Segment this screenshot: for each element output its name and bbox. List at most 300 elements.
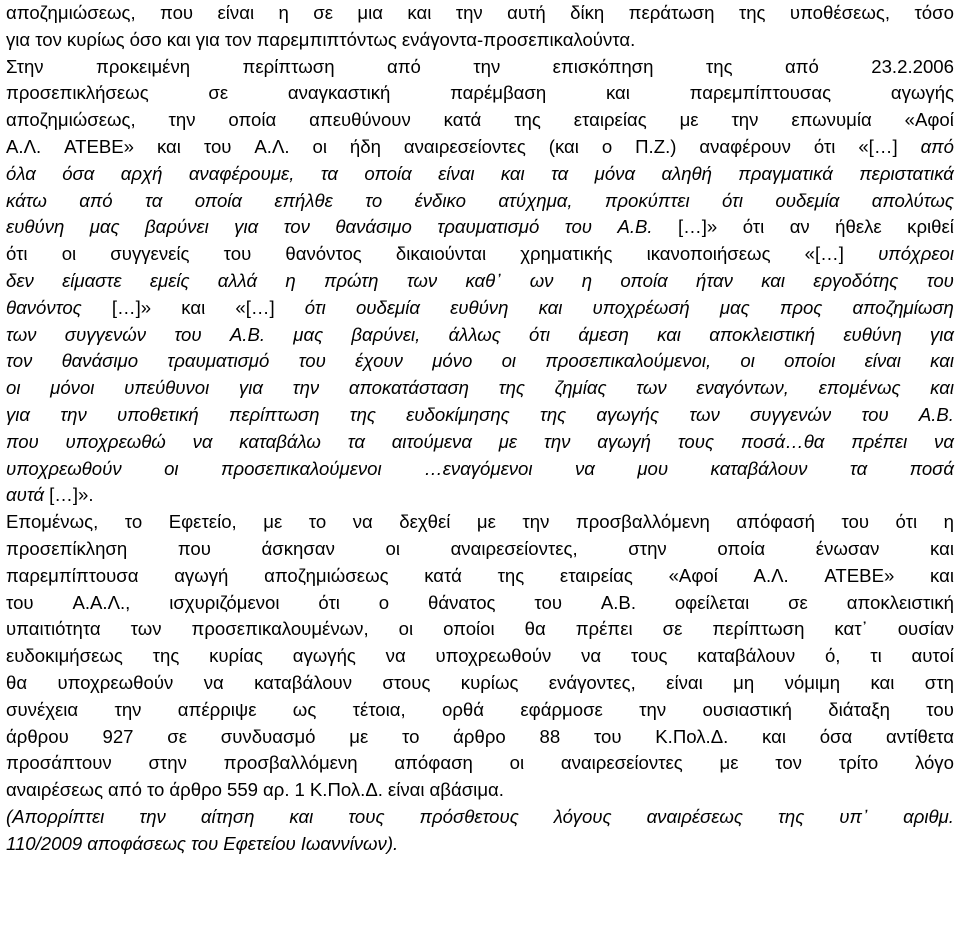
text-word: αβάσιμα. <box>429 779 504 801</box>
text-word: αναγκαστική <box>287 82 391 104</box>
text-line <box>6 54 954 81</box>
text-word: την <box>455 2 483 23</box>
text-word: τέτοια, <box>352 698 406 720</box>
text-word: ενάγοντες, <box>548 671 636 693</box>
text-word: (Απορρίπτει <box>6 805 105 827</box>
text-word: και <box>930 564 954 586</box>
text-word: τον <box>283 216 310 238</box>
text-word: περάτωση <box>628 2 715 23</box>
text-word: κατά <box>424 564 462 586</box>
text-word: σε <box>208 82 229 104</box>
text-word: ό, <box>824 645 841 667</box>
text-word: όσα <box>62 162 95 184</box>
text-word: του <box>841 511 870 533</box>
text-word: υπεύθυνοι <box>124 377 210 399</box>
text-word: […]» <box>111 296 152 318</box>
text-word: το <box>365 189 383 211</box>
text-word: τραυματισμό <box>437 216 540 238</box>
text-word: και <box>538 296 563 318</box>
text-word: αποζημίωση <box>852 296 954 318</box>
text-word: εταιρείας <box>559 564 633 586</box>
text-word: μας <box>719 296 750 318</box>
text-word: Α.Β. <box>600 591 636 613</box>
text-line <box>6 563 954 590</box>
text-line <box>6 777 954 804</box>
text-word: του <box>223 243 252 265</box>
text-word: και <box>761 269 786 291</box>
text-word: δικαιούνται <box>395 243 487 265</box>
text-word: τρίτο <box>838 752 879 774</box>
text-word: Α.Α.Λ., <box>72 591 131 613</box>
text-word: ισχυριζόμενοι <box>169 591 280 613</box>
text-word: συγγενείς <box>110 243 190 265</box>
text-word: τα <box>347 430 365 452</box>
text-word: να <box>192 430 213 452</box>
text-word: «[…] <box>858 135 898 157</box>
text-word: την <box>543 430 571 452</box>
document-page <box>6 0 954 858</box>
text-line <box>6 509 954 536</box>
text-word: να <box>352 511 373 533</box>
text-word: Α.Β. <box>229 323 266 345</box>
text-word: μόνοι <box>50 377 95 399</box>
text-word: από <box>784 55 819 77</box>
text-word: εταιρείας <box>573 109 647 131</box>
text-word: ότι <box>529 323 551 345</box>
text-word: ότι <box>742 216 765 238</box>
text-word: ορθά <box>442 698 485 720</box>
text-line <box>6 536 954 563</box>
text-word: 110/2009 <box>6 832 83 854</box>
text-word: Α.Λ. <box>254 135 290 157</box>
text-word: και <box>930 377 954 399</box>
text-line <box>6 161 954 188</box>
text-word: […]». <box>49 484 94 506</box>
text-word: προκύπτει <box>604 189 690 211</box>
text-word: ότι <box>895 511 918 533</box>
text-word: αίτηση <box>200 805 255 827</box>
text-word: Α.Β. <box>918 403 954 425</box>
text-line <box>6 188 954 215</box>
text-line <box>6 429 954 456</box>
text-word: αποκλειστική <box>846 591 954 613</box>
text-word: διάταξη <box>828 698 890 720</box>
text-word: Α.Λ. <box>6 135 42 157</box>
text-word: το <box>124 511 143 533</box>
text-word: η <box>581 269 593 291</box>
text-word: από <box>920 135 954 157</box>
text-word: «[…] <box>235 296 275 318</box>
text-word: για <box>195 28 220 50</box>
text-word: Κ.Πολ.Δ. <box>655 725 729 747</box>
text-word: και <box>605 82 630 104</box>
text-word: του <box>190 832 219 854</box>
text-word: περίπτωση <box>228 403 320 425</box>
text-word: θανάσιμο <box>61 350 139 372</box>
text-word: ευθύνη <box>6 216 65 238</box>
text-word: το <box>308 511 327 533</box>
text-word: μόνα <box>594 162 636 184</box>
text-word: αποφάσεως <box>87 832 186 854</box>
text-word: να <box>934 430 954 452</box>
text-word: για <box>6 28 31 50</box>
text-word: αποζημιώσεως, <box>6 2 136 23</box>
text-word: και <box>407 2 432 23</box>
text-word: «Αφοί <box>904 109 954 131</box>
text-word: αποκλειστική <box>709 323 816 345</box>
text-word: αυτά <box>6 484 45 506</box>
text-word: προσάπτουν <box>6 752 112 774</box>
text-word: σε <box>167 725 188 747</box>
text-word: αληθή <box>661 162 712 184</box>
text-word: τον <box>35 28 62 50</box>
text-word: «Αφοί <box>668 564 718 586</box>
text-word: σε <box>313 2 333 23</box>
text-word: τους <box>348 805 385 827</box>
text-word: επισκόπηση <box>552 55 654 77</box>
text-word: τα <box>320 162 339 184</box>
text-word: αποζημιώσεως, <box>6 109 136 131</box>
text-word: οι <box>509 752 525 774</box>
text-word: ως <box>292 698 317 720</box>
text-word: του <box>926 698 954 720</box>
text-word: ενάγοντα-προσεπικαλούντα. <box>401 28 636 50</box>
text-word: ΑΤΕΒΕ» <box>824 564 895 586</box>
text-word: παρέμβαση <box>450 82 547 104</box>
text-word: του <box>203 135 232 157</box>
text-word: οποίοι <box>443 618 495 640</box>
text-word: δεχθεί <box>399 511 451 533</box>
text-word: άμεση <box>578 323 629 345</box>
text-word: Ιωαννίνων). <box>300 832 399 854</box>
text-word: του <box>861 403 889 425</box>
text-word: Εφετείο, <box>168 511 237 533</box>
text-word: αποκατάσταση <box>348 377 469 399</box>
text-word: 927 <box>102 725 134 747</box>
text-word: αναιρεσείοντες, <box>450 537 578 559</box>
text-word: το <box>402 725 420 747</box>
text-word: αυτοί <box>911 645 954 667</box>
text-word: ότι <box>6 243 28 265</box>
text-line <box>6 107 954 134</box>
text-word: κάτω <box>6 189 47 211</box>
text-word: μας <box>293 323 324 345</box>
text-word: Εφετείου <box>223 832 296 854</box>
text-word: υποχρεωθούν <box>435 645 552 667</box>
text-line <box>6 27 954 54</box>
text-line <box>6 804 954 831</box>
text-line <box>6 670 954 697</box>
text-line <box>6 697 954 724</box>
text-word: είμαστε <box>62 269 122 291</box>
text-word: ευθύνη <box>843 323 902 345</box>
text-word: της <box>539 403 567 425</box>
text-word: ικανοποιήσεως <box>646 243 771 265</box>
text-word: οφείλεται <box>674 591 750 613</box>
text-word: παρεμπιπτόντως <box>256 28 397 50</box>
text-word: υποχρεωθούν <box>57 671 174 693</box>
text-word: της <box>514 109 541 131</box>
text-word: ένδικο <box>414 189 466 211</box>
text-word: από <box>386 55 421 77</box>
text-word: είναι <box>666 671 703 693</box>
text-word: της <box>349 403 376 425</box>
text-word: οι <box>740 350 755 372</box>
text-word: την <box>522 511 550 533</box>
text-word: πρέπει <box>575 618 633 640</box>
text-word: αιτούμενα <box>391 430 472 452</box>
text-word: χρηματικής <box>520 243 613 265</box>
text-word: εφάρμοσε <box>520 698 603 720</box>
text-word: 88 <box>539 725 561 747</box>
text-word: υπ᾽ <box>839 805 869 827</box>
text-word: υποχρεωθούν <box>6 457 122 479</box>
text-word: του <box>564 216 593 238</box>
text-line <box>6 80 954 107</box>
text-word: την <box>473 55 501 77</box>
text-word: θα <box>524 618 546 640</box>
text-word: και <box>500 162 525 184</box>
text-line <box>6 482 954 509</box>
text-word: να <box>581 645 602 667</box>
text-word: την <box>139 805 166 827</box>
text-word: άρθρο <box>453 725 506 747</box>
text-word: δίκη <box>570 2 605 23</box>
text-word: σε <box>788 591 808 613</box>
text-word: εμείς <box>149 269 190 291</box>
text-word: άρθρο <box>169 779 222 801</box>
text-word: στη <box>924 671 954 693</box>
text-word: κατ᾽ <box>834 618 868 640</box>
text-word: του <box>593 725 622 747</box>
text-word: αναφέρουν <box>699 135 791 157</box>
text-word: 23.2.2006 <box>871 55 954 77</box>
text-word: υποθετική <box>116 403 199 425</box>
text-word: των <box>6 323 37 345</box>
text-word: την <box>639 698 667 720</box>
text-word: που <box>160 2 194 23</box>
text-word: ότι <box>304 296 326 318</box>
text-word: όσα <box>819 725 853 747</box>
text-word: Επομένως, <box>6 511 99 533</box>
text-word: της <box>705 55 733 77</box>
text-word: την <box>292 377 320 399</box>
text-word: οι <box>398 618 414 640</box>
text-word: επομένως <box>818 377 901 399</box>
text-word: αναφέρουμε, <box>188 162 295 184</box>
text-word: θανόντος <box>285 243 362 265</box>
text-word: ότι <box>318 591 340 613</box>
text-word: προς <box>779 296 823 318</box>
text-word: παρεμπίπτουσα <box>6 564 139 586</box>
text-word: άλλως <box>448 323 501 345</box>
text-word: αναιρέσεως <box>646 805 743 827</box>
text-word: και <box>870 671 895 693</box>
text-word: να <box>385 645 406 667</box>
text-word: της <box>498 377 525 399</box>
text-line <box>6 134 954 161</box>
text-word: των <box>406 269 438 291</box>
text-word: και <box>657 323 681 345</box>
text-word: την <box>114 698 142 720</box>
text-word: για <box>929 323 954 345</box>
text-word: προσεπικαλούμενοι, <box>545 350 712 372</box>
text-word: οποία <box>194 189 243 211</box>
text-word: οποία <box>364 162 412 184</box>
text-word: πραγματικά <box>738 162 833 184</box>
text-word: που <box>6 430 39 452</box>
text-word: στους <box>382 671 431 693</box>
text-word: είναι <box>217 2 255 23</box>
text-word: της <box>738 2 766 23</box>
text-line <box>6 295 954 322</box>
text-word: οι <box>61 243 77 265</box>
text-word: αγωγή <box>174 564 229 586</box>
text-word: των <box>130 618 162 640</box>
text-line <box>6 348 954 375</box>
text-word: δεν <box>6 269 34 291</box>
text-word: η <box>943 511 954 533</box>
text-word: μη <box>733 671 755 693</box>
text-word: την <box>60 403 87 425</box>
text-word: θανάσιμο <box>335 216 412 238</box>
text-word: οποία <box>228 109 277 131</box>
text-line <box>6 724 954 751</box>
text-word: «[…] <box>804 243 844 265</box>
text-word: αναιρεσείοντες <box>403 135 526 157</box>
text-word: και <box>156 135 181 157</box>
text-word: αγωγής <box>890 82 954 104</box>
text-word: οι <box>6 377 21 399</box>
text-word: τα <box>145 189 163 211</box>
text-line <box>6 750 954 777</box>
text-word: της <box>497 564 525 586</box>
text-word: νόμιμη <box>784 671 841 693</box>
text-line <box>6 590 954 617</box>
text-word: ότι <box>721 189 743 211</box>
text-word: αναιρεσείοντες <box>560 752 683 774</box>
text-word: προσβαλλόμενη <box>575 511 710 533</box>
text-word: προσεπικαλουμένων, <box>191 618 369 640</box>
text-word: παρεμπίπτουσας <box>689 82 832 104</box>
text-word: με <box>498 430 518 452</box>
text-word: προσεπικαλούμενοι <box>220 457 382 479</box>
text-word: με <box>476 511 496 533</box>
text-word: τους <box>630 645 668 667</box>
text-word: άσκησαν <box>261 537 335 559</box>
text-word: αρ. <box>263 779 290 801</box>
text-word: αναιρέσεως <box>6 779 104 801</box>
text-word: μου <box>637 457 669 479</box>
text-word: θα <box>6 671 28 693</box>
text-word: ευθύνη <box>450 296 509 318</box>
text-word: …εναγόμενοι <box>424 457 533 479</box>
text-word: του <box>6 591 34 613</box>
text-word: ποσά <box>909 457 954 479</box>
text-word: που <box>177 537 211 559</box>
text-word: των <box>636 377 667 399</box>
text-word: τον <box>6 350 33 372</box>
text-word: τα <box>550 162 569 184</box>
text-word: για <box>238 377 263 399</box>
text-word: άρθρου <box>6 725 69 747</box>
text-word: Π.Ζ.) <box>635 135 677 157</box>
text-word: είναι <box>387 779 425 801</box>
text-word: τόσο <box>914 2 954 23</box>
text-word: οι <box>312 135 327 157</box>
text-word: πρόσθετους <box>419 805 519 827</box>
text-word: για <box>234 216 259 238</box>
text-word: οποία <box>717 537 766 559</box>
text-word: και <box>930 537 954 559</box>
text-word: τους <box>677 430 714 452</box>
text-word: ο <box>601 135 613 157</box>
text-word: περίπτωση <box>712 618 805 640</box>
text-line <box>6 322 954 349</box>
text-word: ουσιαστική <box>702 698 792 720</box>
text-word: εργοδότης <box>813 269 899 291</box>
text-word: προκειμένη <box>95 55 191 77</box>
text-word: προσεπίκληση <box>6 537 128 559</box>
text-word: οποία <box>620 269 668 291</box>
text-word: λόγο <box>914 752 954 774</box>
text-word: τραυματισμό <box>167 350 270 372</box>
text-word: 559 <box>227 779 259 801</box>
text-word: συγγενών <box>64 323 147 345</box>
text-word: οι <box>501 350 517 372</box>
text-word: υποχρεωθώ <box>65 430 166 452</box>
text-word: εναγόντων, <box>696 377 789 399</box>
text-word: και <box>930 350 954 372</box>
text-word: είναι <box>864 350 901 372</box>
text-word: Στην <box>6 55 44 77</box>
text-word: μόνο <box>432 350 473 372</box>
text-word: την <box>168 109 196 131</box>
text-word: ουδεμία <box>355 296 420 318</box>
text-word: στην <box>628 537 667 559</box>
text-word: των <box>689 403 720 425</box>
text-line <box>6 402 954 429</box>
text-word: […]» <box>678 216 718 238</box>
text-word: καταβάλουν <box>254 671 353 693</box>
text-word: είναι <box>438 162 475 184</box>
text-word: ήθελε <box>835 216 882 238</box>
text-word: ευδοκίμησης <box>406 403 510 425</box>
text-word: πρέπει <box>851 430 908 452</box>
text-line <box>6 375 954 402</box>
text-word: απευθύνουν <box>309 109 411 131</box>
text-word: με <box>679 109 699 131</box>
text-word: του <box>534 591 562 613</box>
text-word: 1 <box>294 779 305 801</box>
text-line <box>6 241 954 268</box>
text-word: αποζημιώσεως <box>264 564 389 586</box>
text-word: υποχρέωσή <box>592 296 690 318</box>
text-word: μας <box>89 216 120 238</box>
text-word: οι <box>164 457 179 479</box>
text-word: (και <box>548 135 579 157</box>
text-word: του <box>926 269 954 291</box>
text-word: ουσίαν <box>897 618 954 640</box>
text-word: καταβάλω <box>239 430 321 452</box>
text-word: απόφασή <box>736 511 815 533</box>
text-word: Α.Β. <box>617 216 653 238</box>
text-word: πρώτη <box>323 269 379 291</box>
text-word: ων <box>529 269 554 291</box>
text-word: υποθέσεως, <box>789 2 891 23</box>
text-word: αρχή <box>120 162 163 184</box>
text-word: ήταν <box>696 269 733 291</box>
